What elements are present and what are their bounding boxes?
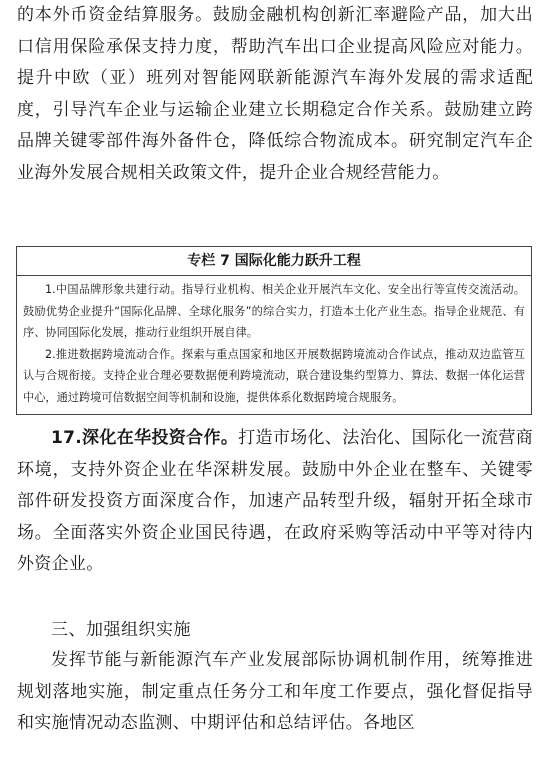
sidebar-box-internationalization [16, 246, 532, 415]
paragraph-coordination-mechanism: 发挥节能与新能源汽车产业发展部际协调机制作用，统筹推进规划落地实施，制定重点任务分工和年度工作要点，强化督促指导和实施情况动态监测、中期评估和总结评估。各地区 [17, 650, 533, 733]
section-heading-organization: 三、加强组织实施 [51, 620, 191, 640]
paragraph-financial-support: 的本外币资金结算服务。鼓励金融机构创新汇率避险产品，加大出口信用保险承保支持力度，帮助汽车出口企业提高风险应对能力。提升中欧（亚）班列对智能网联新能源汽车海外发展的需求适配度，引导汽车企业与运输企业建立长期稳定合作关系。鼓励建立跨品牌关键零部件海外备件仓，降低综合物流成本。研究制定汽车企业海外发展合规相关政策文件，提升企业合规经营能力。 [17, 5, 533, 183]
sidebar-box-title: 专栏 7 国际化能力跃升工程 [17, 247, 531, 276]
sidebar-box-item-data-flow: 2.推进数据跨境流动合作。探索与重点国家和地区开展数据跨境流动合作试点，推动双边监管互认与合规衔接。支持企业合理必要数据便利跨境流动，联合建设集约型算力、算法、数据一体化运营中心，通过跨境可信数据空间等机制和设施，提供体系化数据跨境合规服务。 [23, 347, 525, 404]
sidebar-box-body [23, 279, 525, 408]
paragraph-investment-cooperation [17, 423, 533, 581]
paragraph-lead-heading: 17.深化在华投资合作。 [51, 428, 239, 448]
sidebar-box-item-brand-image: 1.中国品牌形象共建行动。指导行业机构、相关企业开展汽车文化、安全出行等宣传交流活动。鼓励优势企业提升“国际化品牌、全球化服务”的综合实力，打造本土化产业生态。指导企业规范、有序、协同国际化发展，推动行业组织开展自律。 [23, 283, 525, 339]
paragraph-investment-body: 打造市场化、法治化、国际化一流营商环境，支持外资企业在华深耕发展。鼓励中外企业在整车、关键零部件研发投资方面深度合作，加速产品转型升级，辐射开拓全球市场。全面落实外资企业国民待遇，在政府采购等活动中平等对待内外资企业。 [17, 428, 533, 574]
